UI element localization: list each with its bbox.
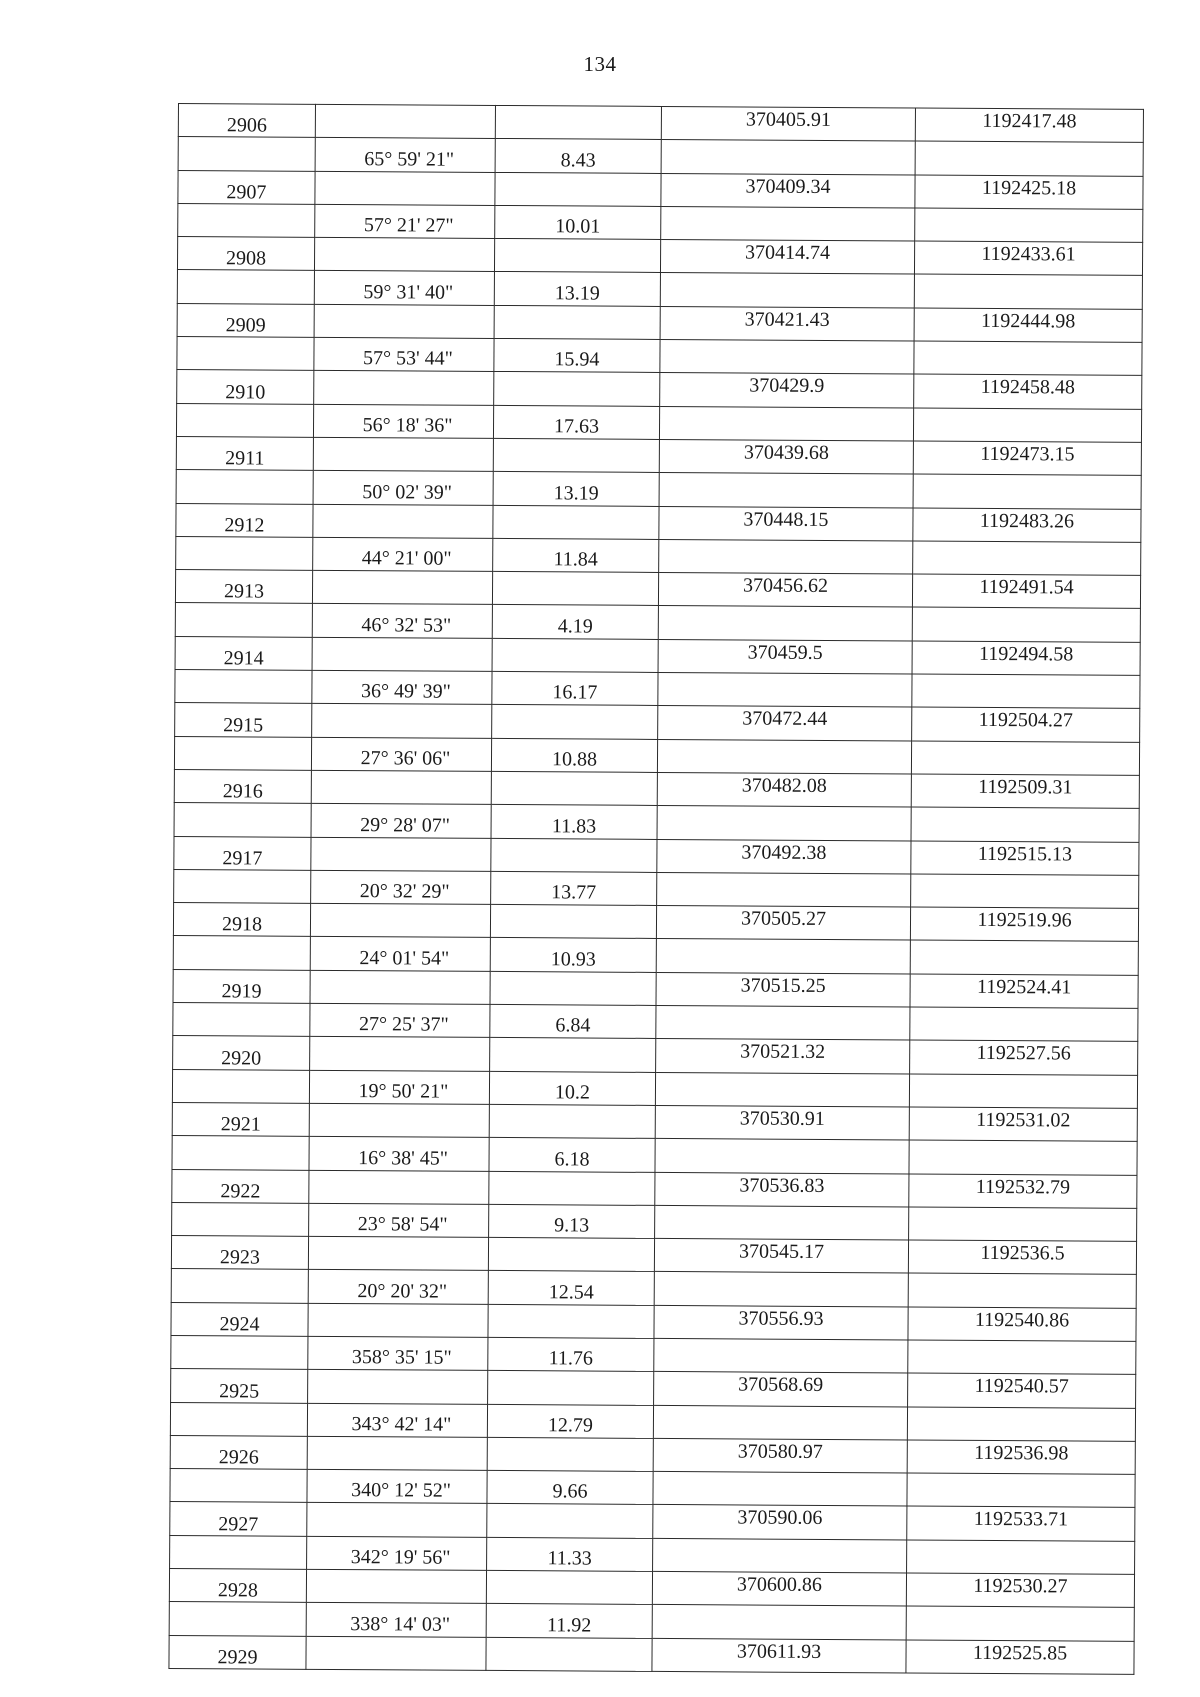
empty-cell (486, 1637, 652, 1671)
segment-distance: 17.63 (493, 405, 659, 439)
y-coordinate: 1192519.96 (910, 907, 1138, 942)
empty-cell (173, 1003, 310, 1037)
y-coordinate: 1192417.48 (915, 108, 1143, 143)
segment-distance: 12.79 (487, 1404, 653, 1438)
point-row (169, 1635, 1134, 1674)
segment-distance: 12.54 (488, 1271, 654, 1305)
empty-cell (910, 940, 1138, 975)
empty-cell (494, 239, 660, 273)
segment-distance: 10.01 (495, 205, 661, 239)
empty-cell (486, 1570, 652, 1604)
y-coordinate: 1192494.58 (912, 641, 1140, 676)
empty-cell (306, 1569, 486, 1603)
segment-distance: 16.17 (492, 671, 658, 705)
bearing-angle: 20° 32' 29" (311, 870, 491, 904)
y-coordinate: 1192532.79 (909, 1173, 1137, 1208)
empty-cell (177, 337, 314, 371)
empty-cell (171, 1335, 308, 1369)
empty-cell (913, 474, 1141, 509)
empty-cell (487, 1504, 653, 1538)
empty-cell (657, 872, 911, 907)
empty-cell (913, 408, 1141, 443)
bearing-angle: 342° 19' 56" (307, 1536, 487, 1570)
y-coordinate: 1192536.5 (908, 1240, 1136, 1275)
point-number: 2920 (173, 1036, 310, 1070)
x-coordinate: 370530.91 (655, 1105, 909, 1140)
empty-cell (907, 1473, 1135, 1508)
y-coordinate: 1192444.98 (914, 308, 1142, 343)
empty-cell (908, 1340, 1136, 1375)
segment-distance: 11.92 (486, 1604, 652, 1638)
x-coordinate: 370580.97 (653, 1438, 907, 1473)
segment-distance: 9.13 (489, 1204, 655, 1238)
empty-cell (660, 340, 914, 375)
x-coordinate: 370448.15 (659, 506, 913, 541)
coordinate-table (168, 103, 1144, 1675)
segment-distance: 11.84 (493, 538, 659, 572)
point-number: 2908 (177, 237, 314, 271)
y-coordinate: 1192491.54 (912, 574, 1140, 609)
y-coordinate: 1192525.85 (906, 1640, 1134, 1675)
x-coordinate: 370414.74 (660, 240, 914, 275)
empty-cell (308, 1303, 488, 1337)
empty-cell (914, 274, 1142, 309)
empty-cell (315, 171, 495, 205)
empty-cell (488, 1371, 654, 1405)
empty-cell (660, 273, 914, 308)
x-coordinate: 370482.08 (657, 772, 911, 807)
x-coordinate: 370521.32 (656, 1039, 910, 1074)
empty-cell (176, 403, 313, 437)
empty-cell (915, 141, 1143, 176)
empty-cell (315, 104, 495, 138)
empty-cell (656, 939, 910, 974)
empty-cell (656, 1005, 910, 1040)
segment-distance: 11.33 (487, 1537, 653, 1571)
y-coordinate: 1192433.61 (914, 241, 1142, 276)
bearing-angle: 358° 35' 15" (308, 1336, 488, 1370)
point-number: 2929 (169, 1635, 306, 1669)
point-number: 2919 (173, 969, 310, 1003)
empty-cell (312, 704, 492, 738)
empty-cell (312, 637, 492, 671)
empty-cell (906, 1606, 1134, 1641)
page-number: 134 (583, 52, 617, 76)
x-coordinate: 370439.68 (659, 439, 913, 474)
segment-distance: 6.18 (489, 1138, 655, 1172)
empty-cell (307, 1503, 487, 1537)
x-coordinate: 370505.27 (656, 906, 910, 941)
bearing-angle: 19° 50' 21" (309, 1070, 489, 1104)
y-coordinate: 1192524.41 (910, 974, 1138, 1009)
empty-cell (172, 1069, 309, 1103)
segment-distance: 10.2 (489, 1071, 655, 1105)
empty-cell (911, 807, 1139, 842)
empty-cell (653, 1538, 907, 1573)
segment-distance: 4.19 (492, 605, 658, 639)
empty-cell (658, 606, 912, 641)
empty-cell (911, 741, 1139, 776)
bearing-angle: 29° 28' 07" (311, 804, 491, 838)
empty-cell (311, 837, 491, 871)
empty-cell (175, 670, 312, 704)
point-number: 2927 (170, 1502, 307, 1536)
empty-cell (172, 1202, 309, 1236)
empty-cell (494, 372, 660, 406)
empty-cell (912, 607, 1140, 642)
empty-cell (488, 1304, 654, 1338)
empty-cell (309, 1103, 489, 1137)
empty-cell (313, 504, 493, 538)
bearing-angle: 44° 21' 00" (313, 537, 493, 571)
segment-distance: 9.66 (487, 1471, 653, 1505)
empty-cell (652, 1605, 906, 1640)
empty-cell (492, 705, 658, 739)
x-coordinate: 370536.83 (655, 1172, 909, 1207)
y-coordinate: 1192483.26 (913, 508, 1141, 543)
empty-cell (915, 208, 1143, 243)
point-number: 2906 (178, 104, 315, 138)
empty-cell (171, 1269, 308, 1303)
empty-cell (177, 270, 314, 304)
y-coordinate: 1192536.98 (907, 1440, 1135, 1475)
point-number: 2923 (171, 1236, 308, 1270)
bearing-angle: 20° 20' 32" (308, 1270, 488, 1304)
segment-distance: 6.84 (490, 1004, 656, 1038)
y-coordinate: 1192540.57 (908, 1373, 1136, 1408)
empty-cell (170, 1469, 307, 1503)
empty-cell (914, 341, 1142, 376)
empty-cell (909, 1074, 1137, 1109)
point-number: 2916 (174, 769, 311, 803)
point-number: 2911 (176, 436, 313, 470)
x-coordinate: 370456.62 (658, 573, 912, 608)
x-coordinate: 370545.17 (654, 1239, 908, 1274)
empty-cell (175, 603, 312, 637)
coordinate-table-body (169, 104, 1144, 1675)
bearing-angle: 56° 18' 36" (313, 404, 493, 438)
point-number: 2924 (171, 1302, 308, 1336)
empty-cell (907, 1540, 1135, 1575)
empty-cell (654, 1338, 908, 1373)
bearing-angle: 343° 42' 14" (307, 1403, 487, 1437)
x-coordinate: 370556.93 (654, 1305, 908, 1340)
empty-cell (908, 1273, 1136, 1308)
y-coordinate: 1192531.02 (909, 1107, 1137, 1142)
bearing-angle: 340° 12' 52" (307, 1469, 487, 1503)
y-coordinate: 1192533.71 (907, 1506, 1135, 1541)
empty-cell (170, 1402, 307, 1436)
empty-cell (176, 536, 313, 570)
empty-cell (655, 1139, 909, 1174)
empty-cell (174, 869, 311, 903)
empty-cell (173, 936, 310, 970)
x-coordinate: 370429.9 (660, 373, 914, 408)
point-number: 2907 (178, 170, 315, 204)
empty-cell (170, 1535, 307, 1569)
y-coordinate: 1192473.15 (913, 441, 1141, 476)
empty-cell (907, 1407, 1135, 1442)
point-number: 2914 (175, 636, 312, 670)
empty-cell (487, 1437, 653, 1471)
bearing-angle: 36° 49' 39" (312, 670, 492, 704)
empty-cell (312, 570, 492, 604)
y-coordinate: 1192425.18 (915, 175, 1143, 210)
bearing-angle: 59° 31' 40" (314, 271, 494, 305)
point-number: 2921 (172, 1102, 309, 1136)
empty-cell (909, 1207, 1137, 1242)
empty-cell (489, 1104, 655, 1138)
empty-cell (174, 803, 311, 837)
y-coordinate: 1192515.13 (911, 841, 1139, 876)
empty-cell (912, 674, 1140, 709)
bearing-angle: 27° 36' 06" (311, 737, 491, 771)
x-coordinate: 370611.93 (652, 1638, 906, 1673)
point-number: 2915 (175, 703, 312, 737)
empty-cell (174, 736, 311, 770)
empty-cell (178, 203, 315, 237)
empty-cell (176, 470, 313, 504)
empty-cell (653, 1405, 907, 1440)
empty-cell (310, 1037, 490, 1071)
bearing-angle: 24° 01' 54" (310, 937, 490, 971)
x-coordinate: 370515.25 (656, 972, 910, 1007)
empty-cell (314, 371, 494, 405)
empty-cell (308, 1236, 488, 1270)
empty-cell (169, 1602, 306, 1636)
x-coordinate: 370568.69 (654, 1372, 908, 1407)
y-coordinate: 1192530.27 (906, 1573, 1134, 1608)
point-number: 2910 (177, 370, 314, 404)
point-number: 2928 (169, 1569, 306, 1603)
segment-distance: 11.76 (488, 1337, 654, 1371)
point-number: 2925 (171, 1369, 308, 1403)
empty-cell (495, 172, 661, 206)
empty-cell (911, 874, 1139, 909)
bearing-angle: 27° 25' 37" (310, 1003, 490, 1037)
empty-cell (495, 105, 661, 139)
empty-cell (661, 206, 915, 241)
empty-cell (172, 1136, 309, 1170)
x-coordinate: 370600.86 (652, 1571, 906, 1606)
x-coordinate: 370409.34 (661, 173, 915, 208)
empty-cell (655, 1205, 909, 1240)
empty-cell (307, 1436, 487, 1470)
empty-cell (492, 572, 658, 606)
segment-distance: 13.19 (493, 472, 659, 506)
empty-cell (309, 1170, 489, 1204)
segment-distance: 11.83 (491, 805, 657, 839)
y-coordinate: 1192504.27 (912, 707, 1140, 742)
segment-distance: 10.93 (490, 938, 656, 972)
empty-cell (306, 1636, 486, 1670)
empty-cell (659, 539, 913, 574)
empty-cell (314, 304, 494, 338)
empty-cell (314, 238, 494, 272)
empty-cell (658, 672, 912, 707)
segment-distance: 8.43 (495, 139, 661, 173)
bearing-angle: 338° 14' 03" (306, 1603, 486, 1637)
empty-cell (490, 1038, 656, 1072)
bearing-angle: 57° 21' 27" (315, 204, 495, 238)
y-coordinate: 1192527.56 (910, 1040, 1138, 1075)
bearing-angle: 16° 38' 45" (309, 1137, 489, 1171)
empty-cell (909, 1140, 1137, 1175)
bearing-angle: 50° 02' 39" (313, 471, 493, 505)
x-coordinate: 370421.43 (660, 306, 914, 341)
y-coordinate: 1192458.48 (914, 374, 1142, 409)
empty-cell (491, 771, 657, 805)
segment-distance: 15.94 (494, 339, 660, 373)
empty-cell (657, 739, 911, 774)
empty-cell (913, 541, 1141, 576)
empty-cell (490, 905, 656, 939)
empty-cell (490, 971, 656, 1005)
empty-cell (654, 1272, 908, 1307)
y-coordinate: 1192509.31 (911, 774, 1139, 809)
point-number: 2909 (177, 303, 314, 337)
empty-cell (492, 638, 658, 672)
empty-cell (488, 1238, 654, 1272)
empty-cell (494, 305, 660, 339)
point-number: 2917 (174, 836, 311, 870)
empty-cell (910, 1007, 1138, 1042)
empty-cell (311, 770, 491, 804)
x-coordinate: 370405.91 (661, 106, 915, 141)
x-coordinate: 370459.5 (658, 639, 912, 674)
empty-cell (308, 1370, 488, 1404)
empty-cell (310, 970, 490, 1004)
empty-cell (178, 137, 315, 171)
segment-distance: 13.77 (491, 871, 657, 905)
empty-cell (661, 140, 915, 175)
empty-cell (659, 473, 913, 508)
empty-cell (313, 437, 493, 471)
x-coordinate: 370590.06 (653, 1505, 907, 1540)
x-coordinate: 370472.44 (658, 706, 912, 741)
empty-cell (491, 838, 657, 872)
empty-cell (657, 806, 911, 841)
point-number: 2926 (170, 1435, 307, 1469)
point-number: 2922 (172, 1169, 309, 1203)
empty-cell (489, 1171, 655, 1205)
bearing-angle: 23° 58' 54" (309, 1203, 489, 1237)
segment-distance: 13.19 (494, 272, 660, 306)
point-number: 2913 (175, 570, 312, 604)
empty-cell (493, 438, 659, 472)
empty-cell (655, 1072, 909, 1107)
empty-cell (659, 406, 913, 441)
segment-distance: 10.88 (491, 738, 657, 772)
point-number: 2918 (173, 903, 310, 937)
point-number: 2912 (176, 503, 313, 537)
y-coordinate: 1192540.86 (908, 1307, 1136, 1342)
bearing-angle: 57° 53' 44" (314, 337, 494, 371)
x-coordinate: 370492.38 (657, 839, 911, 874)
bearing-angle: 46° 32' 53" (312, 604, 492, 638)
empty-cell (653, 1472, 907, 1507)
empty-cell (493, 505, 659, 539)
bearing-angle: 65° 59' 21" (315, 138, 495, 172)
empty-cell (310, 903, 490, 937)
